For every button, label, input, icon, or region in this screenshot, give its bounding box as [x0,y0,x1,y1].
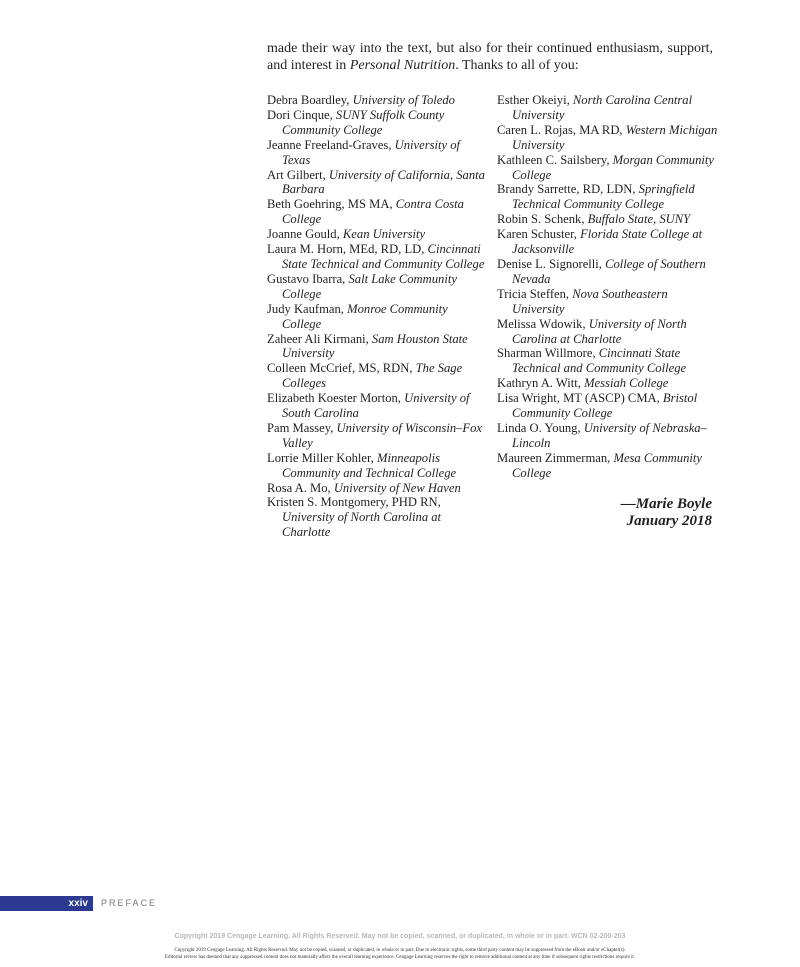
reviewer-name: Linda O. Young, [497,420,584,435]
reviewer-affiliation: University of California, Santa Barbara [282,167,485,197]
intro-paragraph [267,40,713,74]
reviewer-affiliation: Nova Southeastern University [512,286,668,316]
reviewer-affiliation: University of Texas [282,137,461,167]
folio-bar [0,896,93,911]
reviewer-affiliation: SUNY Suffolk County Community College [282,107,445,137]
reviewer-affiliation: Sam Houston State University [282,331,468,361]
book-title: Personal Nutrition [349,58,456,73]
reviewer-name: Caren L. Rojas, MA RD, [497,122,626,137]
reviewer-name: Zaheer Ali Kirmani, [267,331,372,346]
reviewer-name: Art Gilbert, [267,167,329,182]
reviewer-affiliation: The Sage Colleges [282,361,463,391]
page-number: xxiv [68,898,88,909]
reviewer-entry [267,302,489,332]
reviewer-name: Dori Cinque, [267,107,336,122]
reviewer-entry [267,108,489,138]
reviewer-name: Sharman Willmore, [497,346,599,361]
reviewer-list-left [267,93,489,540]
reviewer-affiliation: North Carolina Central University [512,93,693,122]
reviewer-name: Robin S. Schenk, [497,212,588,227]
reviewer-name: Joanne Gould, [267,227,343,242]
reviewer-entry [497,376,719,391]
reviewer-name: Jeanne Freeland-Graves, [267,137,395,152]
signature-author: —Marie Boyle [620,496,712,512]
reviewer-entry [497,93,719,123]
reviewer-name: Laura M. Horn, MEd, RD, LD, [267,242,428,257]
reviewer-entry [267,421,489,451]
reviewer-entry [267,197,489,227]
reviewer-affiliation: University of North Carolina at Charlotte [282,510,442,540]
reviewer-affiliation: Messiah College [584,376,669,391]
reviewer-entry [267,138,489,168]
reviewer-entry [267,93,489,108]
reviewer-name: Rosa A. Mo, [267,480,334,495]
reviewer-name: Denise L. Signorelli, [497,256,606,271]
reviewer-affiliation: University of Nebraska–Lincoln [512,420,707,450]
reviewer-affiliation: Bristol Community College [512,391,698,421]
reviewer-entry [267,361,489,391]
reviewer-entry [497,182,719,212]
reviewer-affiliation: Minneapolis Community and Technical College [282,450,457,480]
signature-date: January 2018 [626,513,712,529]
reviewer-affiliation: Cincinnati State Technical and Community College [512,346,687,376]
reviewer-name: Kathleen C. Sailsbery, [497,152,613,167]
reviewer-entry [267,332,489,362]
reviewer-entry [267,227,489,242]
reviewer-name: Beth Goehring, MS MA, [267,197,396,212]
reviewer-entry [497,287,719,317]
reviewer-entry [497,317,719,347]
reviewer-name: Kristen S. Montgomery, PHD RN, [267,495,441,510]
reviewer-affiliation: Florida State College at Jacksonville [512,227,703,257]
copyright-fine-line: Editorial review has deemed that any suppressed content does not materially affect the overall learning experience. Cengage Learning reserves the right to remove additional content at any time if subsequent rights restrictions require it. [164,955,636,960]
reviewer-name: Maureen Zimmerman, [497,450,614,465]
intro-text: made their way into the text, but also for their continued enthusiasm, support, and interest in [267,41,713,73]
reviewer-name: Colleen McCrief, MS, RDN, [267,361,416,376]
reviewer-entry [497,346,719,376]
reviewer-affiliation: Morgan Community College [512,152,714,182]
copyright-fine-line: Copyright 2019 Cengage Learning. All Rights Reserved. May not be copied, scanned, or duplicated, in whole or in part. Due to electronic rights, some third party content may be suppressed from the eBook and/or eChapter(s). [174,948,626,953]
reviewer-name: Debra Boardley, [267,93,353,107]
reviewer-affiliation: Western Michigan University [512,122,718,152]
reviewer-list-right [497,93,719,481]
reviewer-name: Pam Massey, [267,420,337,435]
reviewer-affiliation: Salt Lake Community College [282,271,457,301]
signature [621,496,712,530]
reviewer-affiliation: Mesa Community College [512,450,702,480]
reviewer-entry [497,153,719,183]
reviewer-entry [267,168,489,198]
reviewer-entry [497,227,719,257]
reviewer-affiliation: Monroe Community College [282,301,448,331]
reviewer-entry [267,451,489,481]
reviewer-entry [497,257,719,287]
reviewer-name: Kathryn A. Witt, [497,376,585,391]
reviewer-affiliation: University of New Haven [333,480,461,495]
intro-text-end: . Thanks to all of you: [455,58,579,73]
reviewer-affiliation: Kean University [342,227,426,242]
reviewer-entry [497,391,719,421]
section-label: PREFACE [101,898,158,908]
reviewer-name: Esther Okeiyi, [497,93,573,107]
reviewer-affiliation: University of South Carolina [282,391,470,421]
reviewer-entry [267,272,489,302]
reviewer-affiliation: Contra Costa College [282,197,464,227]
reviewer-affiliation: Cincinnati State Technical and Community College [282,242,485,271]
reviewer-entry [497,421,719,451]
reviewer-affiliation: College of Southern Nevada [512,256,706,286]
reviewer-affiliation: University of North Carolina at Charlotte [512,316,687,346]
reviewer-entry [267,481,489,496]
reviewer-affiliation: Springfield Technical Community College [512,182,695,212]
reviewer-name: Melissa Wdowik, [497,316,589,331]
reviewer-name: Judy Kaufman, [267,301,348,316]
reviewer-entry [497,451,719,481]
reviewer-affiliation: Buffalo State, SUNY [587,212,691,227]
reviewer-name: Karen Schuster, [497,227,581,242]
reviewer-name: Elizabeth Koester Morton, [267,391,405,406]
reviewer-entry [267,495,489,540]
copyright-notice: Copyright 2019 Cengage Learning. All Rights Reserved. May not be copied, scanned, or duplicated, in whole or in part. WCN 02-200-203 [174,933,626,940]
reviewer-name: Lisa Wright, MT (ASCP) CMA, [497,391,663,406]
reviewer-name: Tricia Steffen, [497,286,573,301]
reviewer-name: Gustavo Ibarra, [267,271,349,286]
reviewer-name: Brandy Sarrette, RD, LDN, [497,182,639,197]
reviewer-entry [497,123,719,153]
reviewer-entry [267,391,489,421]
reviewer-name: Lorrie Miller Kohler, [267,450,378,465]
copyright-fine-print [0,947,800,961]
reviewer-affiliation: University of Wisconsin–Fox Valley [282,420,483,450]
reviewer-entry [267,242,489,272]
reviewer-affiliation: University of Toledo [352,93,455,107]
reviewer-entry [497,212,719,227]
